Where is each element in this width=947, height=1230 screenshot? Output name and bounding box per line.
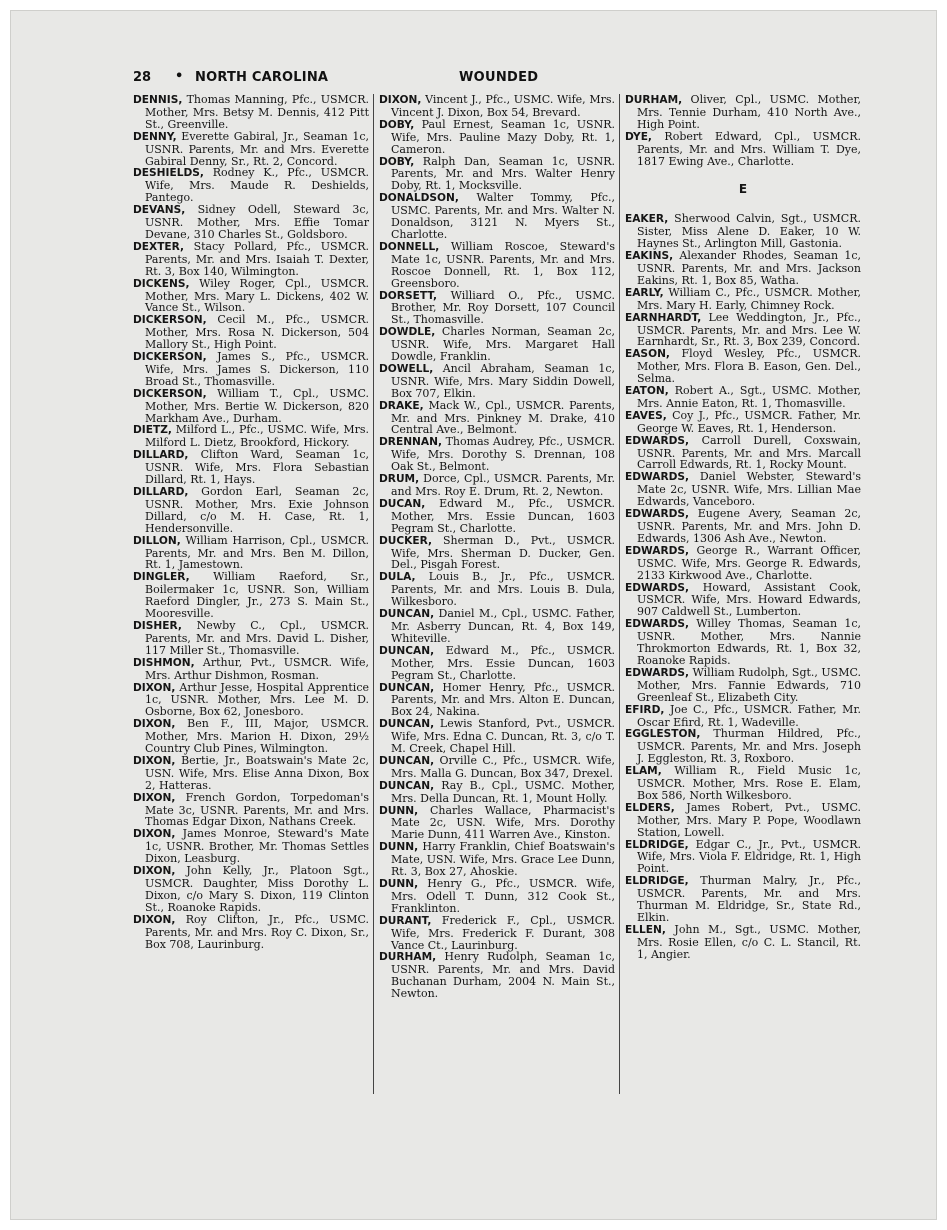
surname: DEXTER, <box>133 240 185 253</box>
entry-details: Howard, Assistant Cook, USMCR. Wife, Mrs. Howard Edwards, 907 Caldwell St., Lumberton. <box>637 580 861 619</box>
surname: DIXON, <box>133 718 176 731</box>
surname: DICKENS, <box>133 277 190 290</box>
surname: EDWARDS, <box>625 508 690 521</box>
entry-details: Edward M., Pfc., USMCR. Mother, Mrs. Essie Duncan, 1603 Pegram St., Charlotte. <box>391 643 615 682</box>
entry-details: Harry Franklin, Chief Boatswain's Mate, USN. Wife, Mrs. Grace Lee Dunn, Rt. 3, Box 27, Ahoskie. <box>391 840 615 879</box>
entry-details: Floyd Wesley, Pfc., USMCR. Mother, Mrs. Flora B. Eason, Gen. Del., Selma. <box>637 347 861 386</box>
entry-details: Milford L., Pfc., USMC. Wife, Mrs. Milford L. Dietz, Brookford, Hickory. <box>145 423 369 450</box>
entry-details: William C., Pfc., USMCR. Mother, Mrs. Mary H. Early, Chimney Rock. <box>637 285 861 312</box>
surname: DILLON, <box>133 534 181 547</box>
casualty-entry <box>625 508 861 545</box>
casualty-entry <box>133 131 369 168</box>
casualty-entry <box>625 582 861 619</box>
surname: DONNELL, <box>379 240 440 253</box>
surname: DOWDLE, <box>379 326 436 339</box>
casualty-entry <box>133 828 369 865</box>
header-bullet: • <box>175 69 184 84</box>
casualty-entry <box>379 682 615 719</box>
casualty-entry <box>625 667 861 704</box>
entry-details: Edward M., Pfc., USMCR. Mother, Mrs. Essie Duncan, 1603 Pegram St., Charlotte. <box>391 496 615 535</box>
entry-details: Robert Edward, Cpl., USMCR. Parents, Mr. and Mrs. William T. Dye, 1817 Ewing Ave., Charlotte. <box>637 129 861 168</box>
column-rule-2 <box>619 94 620 1094</box>
casualty-entry <box>625 312 861 349</box>
casualty-entry <box>379 94 615 119</box>
casualty-entry <box>133 204 369 241</box>
casualty-entry <box>379 878 615 915</box>
casualty-entry <box>379 608 615 645</box>
entry-details: Roy Clifton, Jr., Pfc., USMC. Parents, Mr. and Mrs. Roy C. Dixon, Sr., Box 708, Laurinburg. <box>145 912 369 951</box>
surname: DOBY, <box>379 155 415 168</box>
surname: EAKINS, <box>625 250 674 263</box>
entry-details: William R., Field Music 1c, USMCR. Mother, Mrs. Rose E. Elam, Box 586, North Wilkesboro. <box>637 764 861 802</box>
entry-details: Newby C., Cpl., USMCR. Parents, Mr. and Mrs. David L. Disher, 117 Miller St., Thomasville. <box>145 618 369 657</box>
casualty-entry <box>625 213 861 250</box>
entry-details: Henry G., Pfc., USMCR. Wife, Mrs. Odell T. Dunn, 312 Cook St., Franklinton. <box>391 877 615 915</box>
surname: DRUM, <box>379 473 420 486</box>
entry-details: Arthur Jesse, Hospital Apprentice 1c, USNR. Mother, Mrs. Lee M. D. Osborne, Box 62, Jonesboro. <box>145 680 369 719</box>
entry-details: Bertie, Jr., Boatswain's Mate 2c, USN. Wife, Mrs. Elise Anna Dixon, Box 2, Hatteras. <box>145 753 369 792</box>
entry-details: Lewis Stanford, Pvt., USMCR. Wife, Mrs. Edna C. Duncan, Rt. 3, c/o T. M. Creek, Chapel Hill. <box>391 717 615 756</box>
entry-details: Rodney K., Pfc., USMCR. Wife, Mrs. Maude R. Deshields, Pantego. <box>145 166 369 205</box>
entry-details: Thurman Malry, Jr., Pfc., USMCR. Parents, Mr. and Mrs. Thurman M. Eldridge, Sr., State Rd., Elkin. <box>637 874 861 924</box>
surname: DUNCAN, <box>379 779 435 792</box>
surname: DURHAM, <box>625 94 683 106</box>
surname: DICKERSON, <box>133 387 207 400</box>
casualty-entry <box>133 657 369 682</box>
entry-details: Edgar C., Jr., Pvt., USMCR. Wife, Mrs. Viola F. Eldridge, Rt. 1, High Point. <box>637 837 861 876</box>
surname: DUNCAN, <box>379 754 435 767</box>
casualty-entry <box>379 498 615 535</box>
casualty-entry <box>379 363 615 400</box>
casualty-entry <box>625 348 861 385</box>
casualty-entry <box>379 400 615 437</box>
surname: ELDERS, <box>625 801 675 814</box>
entry-details: William Roscoe, Steward's Mate 1c, USNR. Parents, Mr. and Mrs. Roscoe Donnell, Rt. 1, Box 112, Greensboro. <box>391 239 615 290</box>
surname: DEVANS, <box>133 204 186 217</box>
entry-details: Ben F., III, Major, USMCR. Mother, Mrs. Marion H. Dixon, 29½ Country Club Pines, Wilmington. <box>145 717 369 756</box>
entry-details: Ray B., Cpl., USMC. Mother, Mrs. Della Duncan, Rt. 1, Mount Holly. <box>391 778 615 805</box>
surname: DENNIS, <box>133 94 183 106</box>
casualty-entry <box>625 410 861 435</box>
surname: DINGLER, <box>133 571 190 584</box>
entry-details: Lee Weddington, Jr., Pfc., USMCR. Parents, Mr. and Mrs. Lee W. Earnhardt, Sr., Rt. 3, Box 239, Concord. <box>637 310 861 349</box>
entry-details: Homer Henry, Pfc., USMCR. Parents, Mr. and Mrs. Alton E. Duncan, Box 24, Nakina. <box>391 680 615 719</box>
entry-details: Willey Thomas, Seaman 1c, USNR. Mother, Mrs. Nannie Throkmorton Edwards, Rt. 1, Box 32, Roanoke Rapids. <box>637 617 861 667</box>
column-3 <box>625 94 861 961</box>
entry-details: William Rudolph, Sgt., USMC. Mother, Mrs. Fannie Edwards, 710 Greenleaf St., Elizabeth City. <box>637 665 861 704</box>
surname: EGGLESTON, <box>625 728 701 741</box>
surname: DIETZ, <box>133 424 172 437</box>
surname: DIXON, <box>133 681 176 694</box>
letter-heading: E <box>738 182 748 197</box>
surname: DIXON, <box>133 913 176 926</box>
casualty-entry <box>379 645 615 682</box>
page-number: 28 <box>133 70 152 85</box>
entry-details: John Kelly, Jr., Platoon Sgt., USMCR. Daughter, Miss Dorothy L. Dixon, c/o Mary S. Dixon, 119 Clinton St., Roanoke Rapids. <box>145 864 369 914</box>
entry-details: Vincent J., Pfc., USMC. Wife, Mrs. Vincent J. Dixon, Box 54, Brevard. <box>391 93 615 119</box>
casualty-entry <box>625 704 861 729</box>
casualty-entry <box>379 780 615 805</box>
casualty-entry <box>625 839 861 876</box>
casualty-entry <box>133 278 369 315</box>
surname: EDWARDS, <box>625 544 690 557</box>
casualty-entry <box>625 435 861 472</box>
casualty-entry <box>625 287 861 312</box>
surname: DUNCAN, <box>379 608 435 621</box>
surname: EDWARDS, <box>625 471 690 484</box>
entry-details: French Gordon, Torpedoman's Mate 3c, USNR. Parents, Mr. and Mrs. Thomas Edgar Dixon, Nathans Creek. <box>145 790 369 829</box>
casualty-entry <box>625 924 861 961</box>
entry-details: Sidney Odell, Steward 3c, USNR. Mother, Mrs. Effie Tomar Devane, 310 Charles St., Goldsboro. <box>145 203 369 241</box>
surname: DUCAN, <box>379 497 426 510</box>
entry-details: William T., Cpl., USMC. Mother, Mrs. Bertie W. Dickerson, 820 Markham Ave., Durham. <box>145 386 369 425</box>
column-1 <box>133 94 369 950</box>
casualty-entry <box>133 620 369 657</box>
casualty-entry <box>379 326 615 363</box>
entry-details: James Robert, Pvt., USMC. Mother, Mrs. Mary P. Pope, Woodlawn Station, Lowell. <box>637 800 861 839</box>
surname: ELDRIDGE, <box>625 838 689 851</box>
casualty-entry <box>133 486 369 535</box>
entry-details: James Monroe, Steward's Mate 1c, USNR. Brother, Mr. Thomas Settles Dixon, Leasburg. <box>145 827 369 866</box>
entry-details: Gordon Earl, Seaman 2c, USNR. Mother, Mrs. Exie Johnson Dillard, c/o M. H. Case, Rt. 1, Hendersonville. <box>145 485 369 535</box>
casualty-entry <box>133 388 369 425</box>
surname: DRENNAN, <box>379 436 443 449</box>
casualty-entry <box>133 449 369 486</box>
casualty-entry <box>379 473 615 498</box>
surname: DICKERSON, <box>133 351 207 364</box>
surname: DURHAM, <box>379 951 437 964</box>
entry-details: Stacy Pollard, Pfc., USMCR. Parents, Mr. and Mrs. Isaiah T. Dexter, Rt. 3, Box 140, Wilmington. <box>145 239 369 278</box>
entry-details: William Harrison, Cpl., USMCR. Parents, Mr. and Mrs. Ben M. Dillon, Rt. 1, Jamestown. <box>145 533 369 572</box>
surname: DUNCAN, <box>379 681 435 694</box>
entry-details: Arthur, Pvt., USMCR. Wife, Mrs. Arthur Dishmon, Rosman. <box>145 655 369 682</box>
entry-details: Daniel M., Cpl., USMC. Father, Mr. Asberry Duncan, Rt. 4, Box 149, Whiteville. <box>391 607 615 645</box>
entry-details: Sherwood Calvin, Sgt., USMCR. Sister, Miss Alene D. Eaker, 10 W. Haynes St., Arlington Mill, Gastonia. <box>637 212 861 251</box>
surname: EDWARDS, <box>625 666 690 679</box>
entry-details: Robert A., Sgt., USMC. Mother, Mrs. Annie Eaton, Rt. 1, Thomasville. <box>637 384 861 410</box>
surname: DIXON, <box>133 791 176 804</box>
casualty-entry <box>133 792 369 829</box>
casualty-entry <box>625 875 861 924</box>
surname: DENNY, <box>133 130 177 143</box>
casualty-entry <box>379 915 615 952</box>
entry-details: Eugene Avery, Seaman 2c, USNR. Parents, Mr. and Mrs. John D. Edwards, 1306 Ash Ave., Newton. <box>637 507 861 545</box>
entry-details: Coy J., Pfc., USMCR. Father, Mr. George W. Eaves, Rt. 1, Henderson. <box>637 408 861 435</box>
state-heading: NORTH CAROLINA <box>195 70 329 85</box>
casualty-entry <box>379 156 615 193</box>
entry-details: James S., Pfc., USMCR. Wife, Mrs. James S. Dickerson, 110 Broad St., Thomasville. <box>145 350 369 388</box>
surname: DIXON, <box>133 828 176 841</box>
surname: DONALDSON, <box>379 192 459 205</box>
surname: DORSETT, <box>379 289 438 302</box>
entry-details: Charles Norman, Seaman 2c, USNR. Wife, Mrs. Margaret Hall Dowdle, Franklin. <box>391 325 615 364</box>
entry-details: Frederick F., Cpl., USMCR. Wife, Mrs. Frederick F. Durant, 308 Vance Ct., Laurinburg. <box>391 913 615 952</box>
surname: DUNN, <box>379 841 419 854</box>
casualty-entry <box>133 755 369 792</box>
casualty-entry <box>625 765 861 802</box>
casualty-entry <box>625 94 861 131</box>
surname: DUNN, <box>379 804 419 817</box>
surname: DRAKE, <box>379 399 424 412</box>
surname: DOWELL, <box>379 362 434 375</box>
casualty-entry <box>133 167 369 204</box>
surname: EAKER, <box>625 213 669 226</box>
entry-details: Wiley Roger, Cpl., USMCR. Mother, Mrs. Mary L. Dickens, 402 W. Vance St., Wilson. <box>145 276 369 315</box>
surname: EFIRD, <box>625 703 665 716</box>
casualty-entry <box>133 682 369 719</box>
entry-details: Clifton Ward, Seaman 1c, USNR. Wife, Mrs. Flora Sebastian Dillard, Rt. 1, Hays. <box>145 448 369 487</box>
entry-details: Ralph Dan, Seaman 1c, USNR. Parents, Mr. and Mrs. Walter Henry Doby, Rt. 1, Mocksville. <box>391 154 615 193</box>
section-heading: WOUNDED <box>459 70 539 85</box>
casualty-entry <box>133 424 369 449</box>
casualty-entry <box>625 131 861 168</box>
surname: ELDRIDGE, <box>625 875 689 888</box>
entry-details: Oliver, Cpl., USMC. Mother, Mrs. Tennie Durham, 410 North Ave., High Point. <box>637 93 861 131</box>
entry-details: Thomas Manning, Pfc., USMCR. Mother, Mrs. Betsy M. Dennis, 412 Pitt St., Greenville. <box>145 93 369 131</box>
casualty-entry <box>625 802 861 839</box>
surname: DOBY, <box>379 118 415 131</box>
entry-details: Alexander Rhodes, Seaman 1c, USNR. Parents, Mr. and Mrs. Jackson Eakins, Rt. 1, Box 85, Watha. <box>637 249 861 287</box>
entry-details: Williard O., Pfc., USMC. Brother, Mr. Roy Dorsett, 107 Council St., Thomasville. <box>391 288 615 327</box>
casualty-entry <box>379 436 615 473</box>
casualty-entry <box>625 250 861 287</box>
surname: DUNCAN, <box>379 718 435 731</box>
casualty-entry <box>625 618 861 667</box>
casualty-entry <box>379 571 615 608</box>
entry-details: Walter Tommy, Pfc., USMC. Parents, Mr. and Mrs. Walter N. Donaldson, 3121 N. Myers St., Charlotte. <box>391 191 615 241</box>
surname: EDWARDS, <box>625 618 690 631</box>
entry-details: Daniel Webster, Steward's Mate 2c, USNR. Wife, Mrs. Lillian Mae Edwards, Vanceboro. <box>637 470 861 509</box>
casualty-entry <box>379 192 615 241</box>
surname: EDWARDS, <box>625 434 690 447</box>
casualty-entry <box>133 571 369 620</box>
entry-details: Orville C., Pfc., USMCR. Wife, Mrs. Malla G. Duncan, Box 347, Drexel. <box>391 753 615 780</box>
casualty-entry <box>133 314 369 351</box>
running-header <box>133 70 843 88</box>
casualty-entry <box>133 535 369 572</box>
surname: DISHMON, <box>133 656 195 669</box>
casualty-entry <box>133 914 369 951</box>
casualty-entry <box>625 385 861 410</box>
casualty-entry <box>625 728 861 765</box>
casualty-entry <box>379 241 615 290</box>
casualty-entry <box>133 718 369 755</box>
column-rule-1 <box>373 94 374 1094</box>
casualty-entry <box>379 755 615 780</box>
surname: ELLEN, <box>625 923 666 936</box>
casualty-entry <box>379 718 615 755</box>
entry-details: Ancil Abraham, Seaman 1c, USNR. Wife, Mrs. Mary Siddin Dowell, Box 707, Elkin. <box>391 361 615 400</box>
casualty-entry <box>133 865 369 914</box>
entry-details: William Raeford, Sr., Boilermaker 1c, USNR. Son, William Raeford Dingler, Jr., 273 S. Main St., Mooresville. <box>145 570 369 621</box>
entry-details: Thomas Audrey, Pfc., USMCR. Wife, Mrs. Dorothy S. Drennan, 108 Oak St., Belmont. <box>391 435 615 474</box>
column-2 <box>379 94 615 1000</box>
casualty-entry <box>379 951 615 1000</box>
entry-details: Paul Ernest, Seaman 1c, USNR. Wife, Mrs. Pauline Mazy Doby, Rt. 1, Cameron. <box>391 117 615 156</box>
entry-details: Carroll Durell, Coxswain, USNR. Parents, Mr. and Mrs. Marcall Carroll Edwards, Rt. 1, Rocky Mount. <box>637 433 861 472</box>
surname: EARNHARDT, <box>625 311 702 324</box>
surname: DUNN, <box>379 878 419 890</box>
surname: EATON, <box>625 385 669 398</box>
surname: DISHER, <box>133 619 182 632</box>
casualty-entry <box>379 841 615 878</box>
surname: DULA, <box>379 571 416 584</box>
entry-details: George R., Warrant Officer, USMC. Wife, Mrs. George R. Edwards, 2133 Kirkwood Ave., Charlotte. <box>637 543 861 582</box>
surname: DIXON, <box>133 865 176 878</box>
casualty-entry <box>133 241 369 278</box>
casualty-entry <box>625 471 861 508</box>
entry-details: Henry Rudolph, Seaman 1c, USNR. Parents, Mr. and Mrs. David Buchanan Durham, 2004 N. Main St., Newton. <box>391 950 615 1001</box>
entry-details: Thurman Hildred, Pfc., USMCR. Parents, Mr. and Mrs. Joseph J. Eggleston, Rt. 3, Roxboro. <box>637 727 861 766</box>
entry-details: Dorce, Cpl., USMCR. Parents, Mr. and Mrs. Roy E. Drum, Rt. 2, Newton. <box>391 472 615 498</box>
surname: EDWARDS, <box>625 581 690 594</box>
entry-details: Cecil M., Pfc., USMCR. Mother, Mrs. Rosa N. Dickerson, 504 Mallory St., High Point. <box>145 313 369 352</box>
surname: EAVES, <box>625 409 667 422</box>
surname: DIXON, <box>379 94 422 106</box>
casualty-entry <box>379 535 615 572</box>
casualty-entry <box>133 351 369 388</box>
casualty-entry <box>379 805 615 842</box>
surname: DILLARD, <box>133 486 189 498</box>
casualty-entry <box>133 94 369 131</box>
casualty-entry <box>379 290 615 327</box>
surname: DIXON, <box>133 754 176 767</box>
entry-details: John M., Sgt., USMC. Mother, Mrs. Rosie Ellen, c/o C. L. Stancil, Rt. 1, Angier. <box>637 922 861 961</box>
entry-details: Sherman D., Pvt., USMCR. Wife, Mrs. Sherman D. Ducker, Gen. Del., Pisgah Forest. <box>391 533 615 572</box>
surname: DYE, <box>625 130 652 143</box>
entry-details: Mack W., Cpl., USMCR. Parents, Mr. and Mrs. Pinkney M. Drake, 410 Central Ave., Belmont. <box>391 398 615 437</box>
surname: DESHIELDS, <box>133 167 204 180</box>
casualty-entry <box>379 119 615 156</box>
surname: EARLY, <box>625 286 664 299</box>
surname: DICKERSON, <box>133 314 207 327</box>
entry-details: Everette Gabiral, Jr., Seaman 1c, USNR. Parents, Mr. and Mrs. Everette Gabiral Denny, Sr., Rt. 2, Concord. <box>145 129 369 168</box>
surname: EASON, <box>625 348 670 361</box>
entry-details: Charles Wallace, Pharmacist's Mate 2c, USN. Wife, Mrs. Dorothy Marie Dunn, 411 Warren Ave., Kinston. <box>391 803 615 842</box>
casualty-entry <box>625 545 861 582</box>
surname: ELAM, <box>625 765 662 778</box>
entry-details: Joe C., Pfc., USMCR. Father, Mr. Oscar Efird, Rt. 1, Wadeville. <box>637 702 861 729</box>
surname: DILLARD, <box>133 449 189 462</box>
surname: DUNCAN, <box>379 644 435 657</box>
surname: DURANT, <box>379 914 432 927</box>
entry-details: Louis B., Jr., Pfc., USMCR. Parents, Mr. and Mrs. Louis B. Dula, Wilkesboro. <box>391 570 615 609</box>
surname: DUCKER, <box>379 534 432 547</box>
